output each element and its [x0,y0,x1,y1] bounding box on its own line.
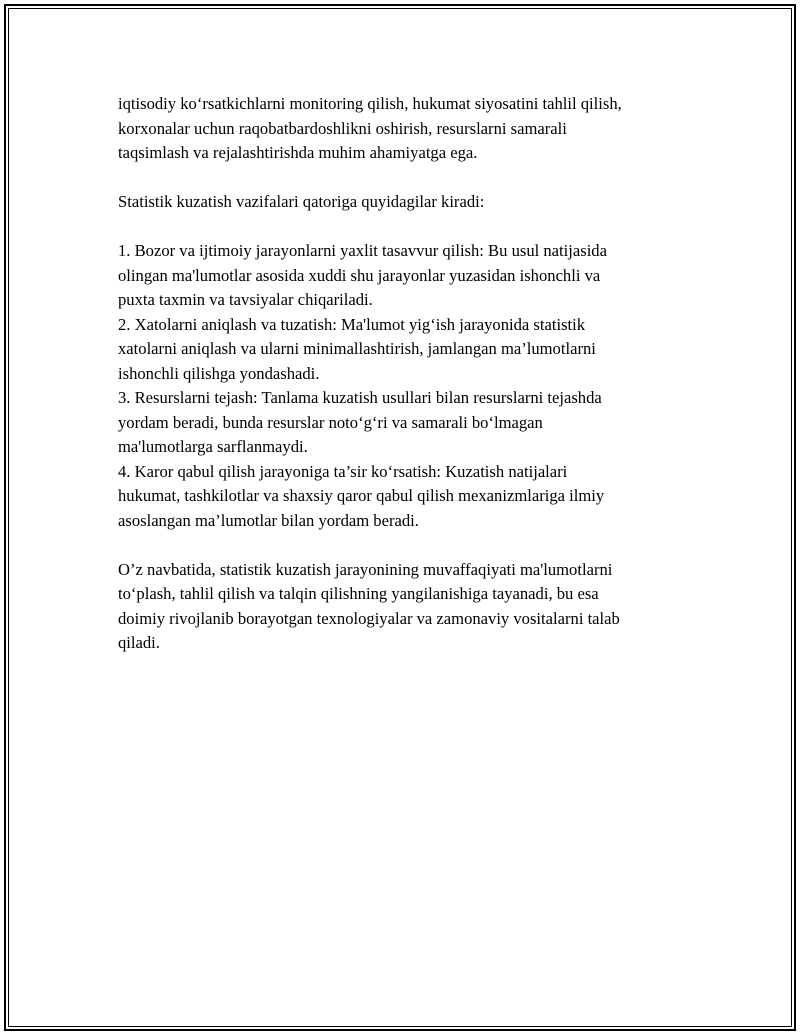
text-line: asoslangan ma’lumotlar bilan yordam beradi. [118,510,419,530]
text-line: ma'lumotlarga sarflanmaydi. [118,437,308,456]
text-line: to‘plash, tahlil qilish va talqin qilishning yangilanishiga tayanadi, bu esa [118,584,599,603]
text-line: korxonalar uchun raqobatbardoshlikni oshirish, resurslarni samarali [118,118,567,138]
closing-paragraph [118,558,698,656]
paragraph-gap [118,215,698,240]
text-line: iqtisodiy ko‘rsatkichlarni monitoring qilish, hukumat siyosatini tahlil qilish, [118,94,622,113]
text-line: puxta taxmin va tavsiyalar chiqariladi. [118,290,373,309]
list-intro: Statistik kuzatish vazifalari qatoriga quyidagilar kiradi: [118,192,485,211]
text-line: olingan ma'lumotlar asosida xuddi shu jarayonlar yuzasidan ishonchli va [118,265,601,285]
list-item-1 [118,239,698,313]
list-item-3 [118,386,698,460]
text-line: O’z navbatida, statistik kuzatish jarayonining muvaffaqiyati ma'lumotlarni [118,559,613,579]
text-line: yordam beradi, bunda resurslar noto‘g‘ri va samarali bo‘lmagan [118,412,543,432]
text-line: 4. Karor qabul qilish jarayoniga ta’sir ko‘rsatish: Kuzatish natijalari [118,461,568,481]
paragraph-gap [118,166,698,191]
text-line: hukumat, tashkilotlar va shaxsiy qaror qabul qilish mexanizmlariga ilmiy [118,486,605,505]
text-line: ishonchli qilishga yondashadi. [118,363,320,383]
list-item-4 [118,460,698,534]
text-line: 1. Bozor va ijtimoiy jarayonlarni yaxlit tasavvur qilish: Bu usul natijasida [118,241,607,260]
list-item-2 [118,313,698,387]
text-line: doimiy rivojlanib borayotgan texnologiyalar va zamonaviy vositalarni talab [118,608,620,628]
text-line: xatolarni aniqlash va ularni minimallashtirish, jamlangan ma’lumotlarni [118,339,596,358]
text-line: 2. Xatolarni aniqlash va tuzatish: Ma'lumot yig‘ish jarayonida statistik [118,314,586,334]
text-line: qiladi. [118,633,160,652]
intro-paragraph [118,92,698,166]
text-line: 3. Resurslarni tejash: Tanlama kuzatish usullari bilan resurslarni tejashda [118,388,602,407]
document-body [118,92,698,656]
text-line: taqsimlash va rejalashtirishda muhim ahamiyatga ega. [118,143,478,162]
paragraph-gap [118,533,698,558]
